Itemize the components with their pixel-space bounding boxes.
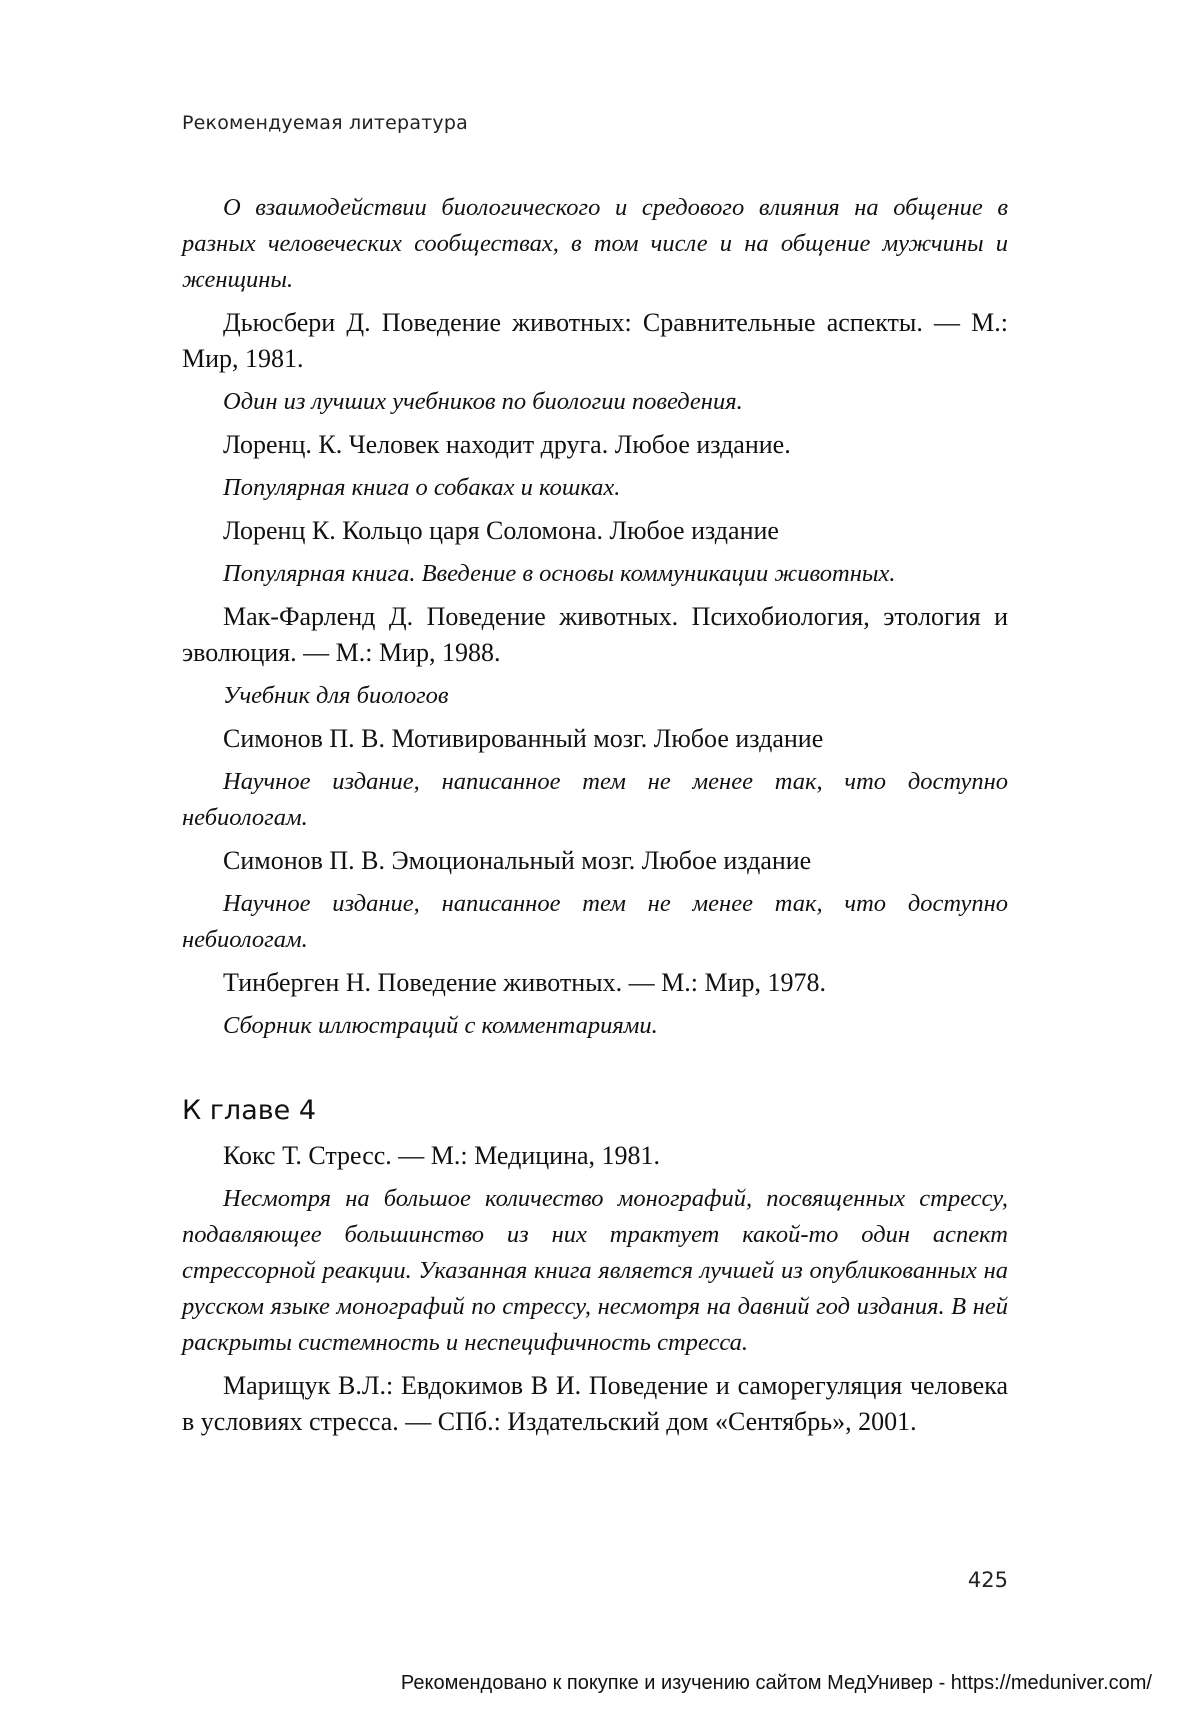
- annotation-paragraph: Несмотря на большое количество монографий, посвященных стрессу, подавляющее большинство из них трактует какой-то один аспект стрессорной реакции. Указанная книга является лучшей из опубликованных на русском языке монографий по стрессу, несмотря на давний год издания. В ней раскрыты системность и неспецифичность стресса.: [182, 1185, 1008, 1356]
- reference-paragraph: Тинберген Н. Поведение животных. — М.: Мир, 1978.: [223, 968, 827, 997]
- reference-paragraph: Мак-Фарленд Д. Поведение животных. Психобиология, этология и эволюция. — М.: Мир, 1988.: [182, 602, 1008, 667]
- annotation-paragraph: Учебник для биологов: [223, 682, 449, 709]
- reference-paragraph: Лоренц К. Кольцо царя Соломона. Любое издание: [223, 516, 779, 545]
- reference-paragraph: Марищук В.Л.: Евдокимов В И. Поведение и саморегуляция человека в условиях стресса. — СПб.: Издательский дом «Сентябрь», 2001.: [182, 1371, 1008, 1436]
- annotation-paragraph: Сборник иллюстраций с комментариями.: [223, 1012, 658, 1039]
- reference-paragraph: Лоренц. К. Человек находит друга. Любое издание.: [223, 430, 791, 459]
- running-head: Рекомендуемая литература: [182, 112, 468, 134]
- annotation-paragraph: Научное издание, написанное тем не менее так, что доступно небиологам.: [182, 890, 1008, 953]
- reference-paragraph: Кокс Т. Стресс. — М.: Медицина, 1981.: [223, 1141, 661, 1170]
- page-content: [182, 190, 1008, 1440]
- reference-paragraph: Симонов П. В. Эмоциональный мозг. Любое издание: [223, 846, 812, 875]
- annotation-paragraph: Популярная книга. Введение в основы коммуникации животных.: [223, 560, 896, 587]
- reference-paragraph: Симонов П. В. Мотивированный мозг. Любое издание: [223, 724, 824, 753]
- annotation-paragraph: Научное издание, написанное тем не менее так, что доступно небиологам.: [182, 768, 1008, 831]
- footer-watermark: Рекомендовано к покупке и изучению сайтом МедУнивер - https://meduniver.com/: [400, 1672, 1152, 1694]
- reference-paragraph: Дьюсбери Д. Поведение животных: Сравнительные аспекты. — М.: Мир, 1981.: [182, 308, 1008, 373]
- annotation-paragraph: О взаимодействии биологического и средового влияния на общение в разных человеческих сообществах, в том числе и на общение мужчины и женщины.: [182, 194, 1008, 293]
- annotation-paragraph: Один из лучших учебников по биологии поведения.: [223, 388, 743, 415]
- annotation-paragraph: Популярная книга о собаках и кошках.: [223, 474, 621, 501]
- page-number: 425: [967, 1568, 1008, 1592]
- chapter-heading: К главе 4: [182, 1095, 317, 1126]
